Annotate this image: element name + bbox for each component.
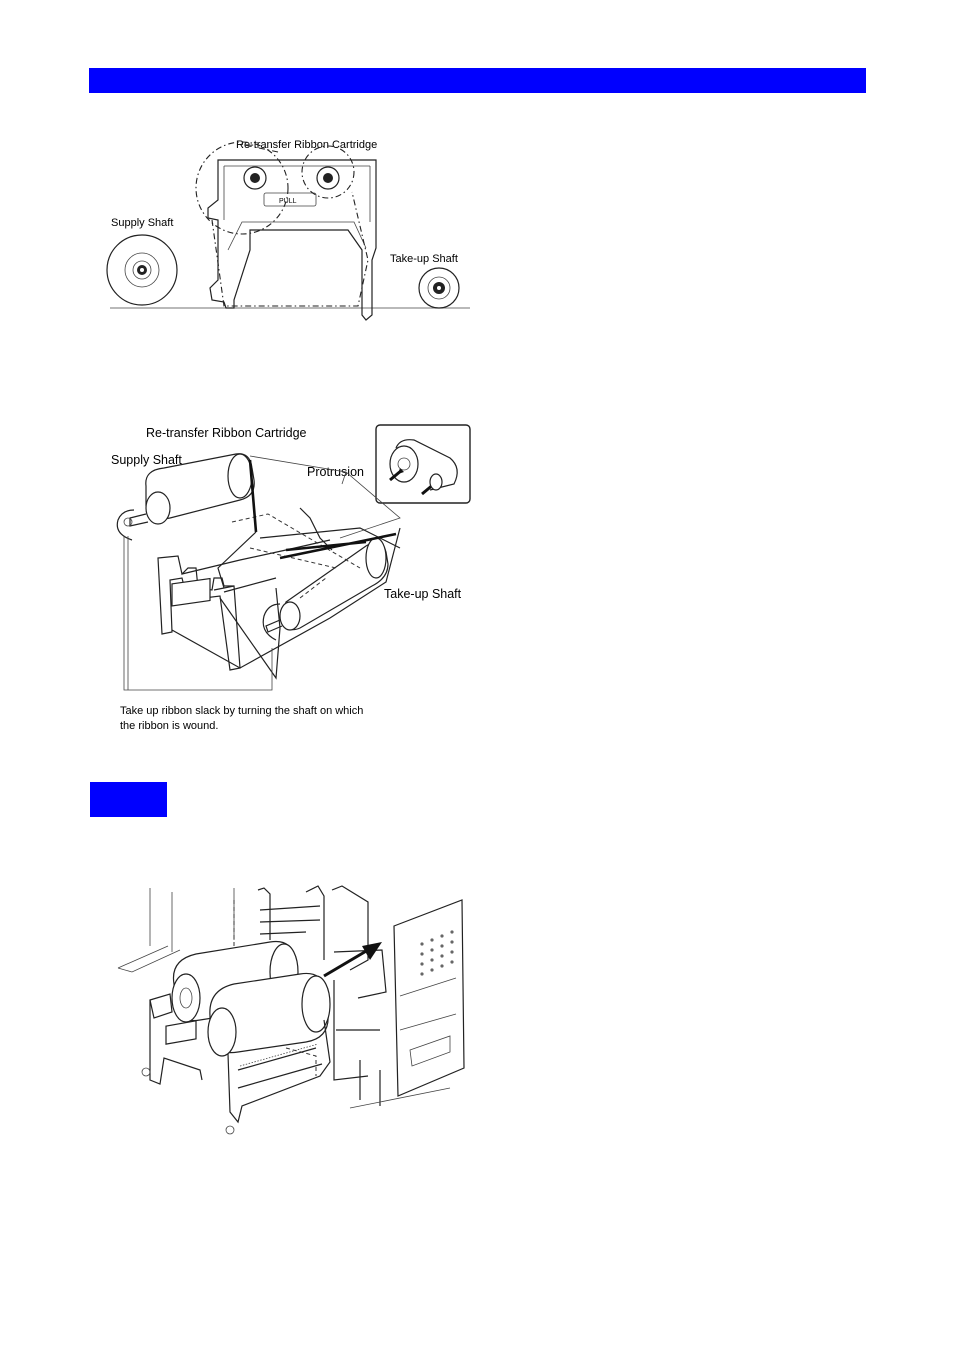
takeup-shaft-roll [419, 268, 459, 308]
protrusion-label: Protrusion [307, 465, 364, 479]
cartridge-label-2: Re-transfer Ribbon Cartridge [146, 426, 307, 440]
figure-cartridge-perspective [100, 418, 480, 738]
protrusion-detail-inset [376, 425, 470, 503]
figure-cartridge-insertion [110, 880, 470, 1140]
caption-line-2: the ribbon is wound. [120, 720, 219, 732]
takeup-shaft-roll-2 [266, 538, 388, 632]
cartridge-frame [208, 160, 376, 320]
ribbon-cartridge [142, 941, 330, 1134]
supply-shaft-label: Supply Shaft [111, 217, 174, 229]
supply-shaft-label-2: Supply Shaft [111, 453, 182, 467]
cartridge-frame-2 [158, 508, 400, 678]
note-tab [90, 782, 167, 817]
takeup-shaft-label-2: Take-up Shaft [384, 587, 462, 601]
caption-line-1: Take up ribbon slack by turning the shaft on which [120, 705, 364, 717]
supply-shaft-roll [107, 235, 177, 305]
insertion-direction-arrow [324, 942, 382, 976]
printer-side-panel [394, 900, 464, 1096]
section-header-bar [89, 68, 866, 93]
pull-label: PULL [279, 198, 297, 205]
figure-cartridge-front-view [100, 130, 480, 330]
takeup-shaft-label: Take-up Shaft [390, 253, 458, 265]
cartridge-label: Re-transfer Ribbon Cartridge [236, 139, 378, 151]
